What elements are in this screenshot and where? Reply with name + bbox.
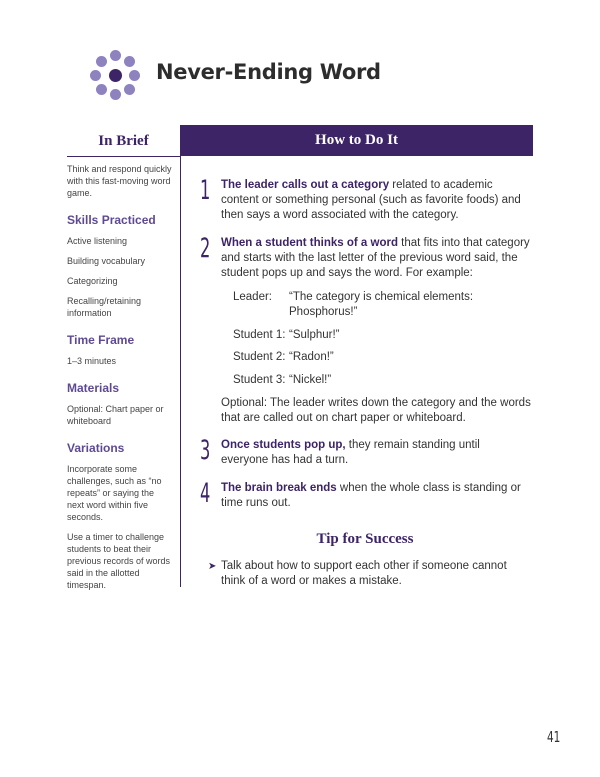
dialogue-line (233, 290, 489, 320)
logo-dot (124, 84, 135, 95)
step-rest: they remain standing until everyone has had a turn. (221, 439, 480, 466)
sidebar-divider (67, 156, 181, 157)
time-frame-value: 1–3 minutes (67, 356, 117, 366)
sidebar-title: In Brief (98, 133, 149, 149)
dialogue-speaker: Student 1: (233, 329, 286, 341)
dialogue-speaker: Student 3: (233, 374, 286, 386)
variation-item: Use a timer to challenge students to beat their previous records of words said in the allotted timespan. (67, 532, 171, 590)
dot-flower-icon (90, 50, 140, 100)
step-number: 3 (200, 435, 211, 466)
how-to-heading: How to Do It (180, 125, 533, 156)
step-number: 1 (200, 175, 211, 206)
step-number: 4 (200, 478, 211, 509)
dialogue-text: “The category is chemical elements: Phosphorus!” (289, 291, 474, 318)
logo-center-dot (109, 69, 122, 82)
time-frame-heading: Time Frame (67, 333, 135, 347)
arrow-bullet-icon: ➤ (208, 561, 217, 572)
tip-item (208, 559, 531, 589)
step-lead: The brain break ends (221, 482, 337, 494)
page-number: 41 (547, 728, 561, 746)
dialogue-text: “Sulphur!” (289, 329, 340, 341)
logo-dot (110, 50, 121, 61)
step-1 (200, 175, 530, 223)
step-number: 2 (200, 233, 211, 264)
materials-value: Optional: Chart paper or whiteboard (67, 404, 164, 426)
optional-note: Optional: The leader writes down the category and the words that are called out on chart paper or whiteboard. (221, 397, 531, 424)
step-3 (200, 435, 530, 468)
skill-item: Building vocabulary (67, 256, 146, 266)
tip-heading: Tip for Success (316, 531, 414, 547)
step-4 (200, 478, 530, 511)
logo-dot (129, 70, 140, 81)
step-rest: related to academic content or something personal (such as favorite foods) and then says a word associated with the category. (221, 179, 521, 221)
dialogue-line (233, 373, 489, 388)
step-text (221, 178, 530, 223)
skills-heading: Skills Practiced (67, 213, 156, 227)
variations-heading: Variations (67, 441, 125, 455)
materials-heading: Materials (67, 381, 120, 395)
step-2 (200, 233, 530, 281)
dialogue-speaker: Student 2: (233, 351, 286, 363)
step-text (221, 236, 530, 281)
logo-dot (90, 70, 101, 81)
logo-dot (96, 56, 107, 67)
in-brief-sidebar (67, 125, 181, 590)
dialogue-line (233, 350, 489, 365)
dialogue-text: “Nickel!” (289, 374, 332, 386)
step-lead: Once students pop up, (221, 439, 346, 451)
page-title: Never-Ending Word (156, 60, 381, 84)
sidebar-intro: Think and respond quickly with this fast-moving word game. (67, 164, 172, 198)
step-rest: when the whole class is standing or time runs out. (221, 482, 521, 509)
logo-dot (124, 56, 135, 67)
dialogue-text: “Radon!” (289, 351, 334, 363)
logo-dot (110, 89, 121, 100)
dialogue-line (233, 328, 489, 343)
skill-item: Active listening (67, 236, 128, 246)
variation-item: Incorporate some challenges, such as “no repeats” or saying the next word within five seconds. (67, 464, 162, 522)
dialogue-speaker: Leader: (233, 291, 273, 303)
step-text (221, 481, 530, 511)
step-lead: When a student thinks of a word (221, 237, 398, 249)
skill-item: Categorizing (67, 276, 118, 286)
tip-text: Talk about how to support each other if someone cannot think of a word or makes a mistake. (221, 560, 507, 587)
logo-dot (96, 84, 107, 95)
skill-item: Recalling/retaining information (67, 296, 142, 318)
step-text (221, 438, 530, 468)
step-rest: that fits into that category and starts with the last letter of the previous word said, the student pops up and says the word. For example: (221, 237, 530, 279)
step-lead: The leader calls out a category (221, 179, 390, 191)
